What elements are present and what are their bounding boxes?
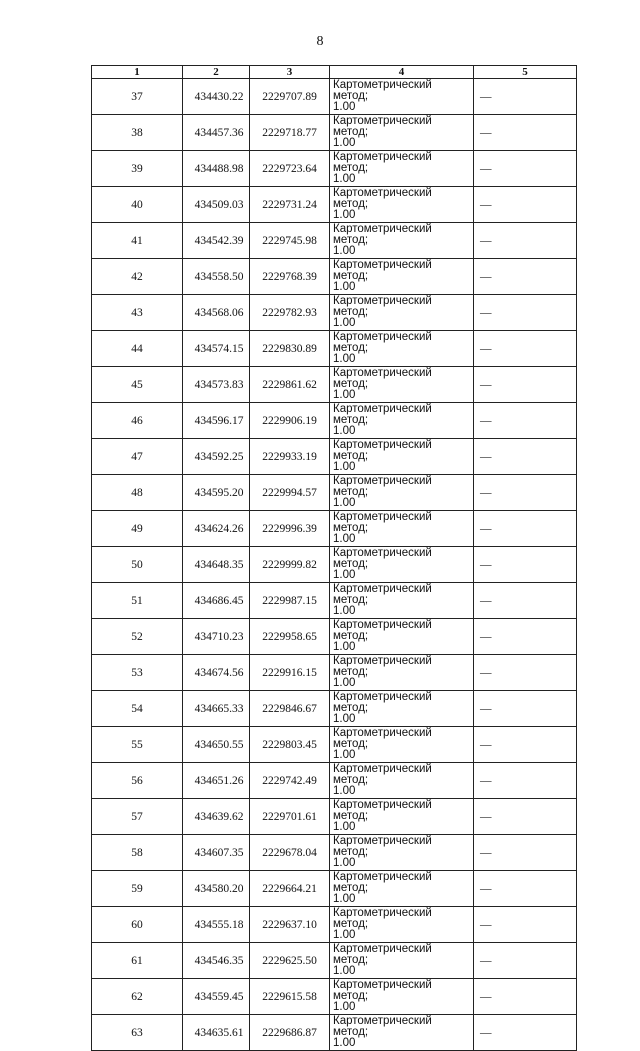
y-coordinate-cell: 2229999.82 [250,547,330,583]
x-coordinate-cell: 434624.26 [183,511,250,547]
x-coordinate-cell: 434568.06 [183,295,250,331]
table-row [92,259,577,295]
point-number-cell: 48 [92,475,183,511]
column-header-4: 4 [330,66,474,79]
point-number-cell: 49 [92,511,183,547]
x-coordinate-cell: 434596.17 [183,403,250,439]
table-row [92,295,577,331]
y-coordinate-cell: 2229846.67 [250,691,330,727]
method-cell: Картометрический метод; 1.00 [330,403,474,439]
column-header-2: 2 [183,66,250,79]
note-cell: — [474,115,577,151]
point-number-cell: 39 [92,151,183,187]
note-cell: — [474,979,577,1015]
x-coordinate-cell: 434488.98 [183,151,250,187]
page-number: 8 [316,34,324,49]
column-header-5: 5 [474,66,577,79]
table-row [92,331,577,367]
table-row [92,583,577,619]
x-coordinate-cell: 434509.03 [183,187,250,223]
note-cell: — [474,1015,577,1051]
column-header-1: 1 [92,66,183,79]
table-header-row [92,66,577,79]
method-cell: Картометрический метод; 1.00 [330,655,474,691]
y-coordinate-cell: 2229958.65 [250,619,330,655]
table-row [92,655,577,691]
x-coordinate-cell: 434555.18 [183,907,250,943]
point-number-cell: 55 [92,727,183,763]
y-coordinate-cell: 2229996.39 [250,511,330,547]
method-cell: Картометрический метод; 1.00 [330,943,474,979]
x-coordinate-cell: 434542.39 [183,223,250,259]
point-number-cell: 52 [92,619,183,655]
method-cell: Картометрический метод; 1.00 [330,511,474,547]
x-coordinate-cell: 434559.45 [183,979,250,1015]
note-cell: — [474,475,577,511]
table-row [92,979,577,1015]
point-number-cell: 51 [92,583,183,619]
point-number-cell: 59 [92,871,183,907]
x-coordinate-cell: 434558.50 [183,259,250,295]
method-cell: Картометрический метод; 1.00 [330,475,474,511]
table-row [92,115,577,151]
y-coordinate-cell: 2229707.89 [250,79,330,115]
note-cell: — [474,943,577,979]
method-cell: Картометрический метод; 1.00 [330,295,474,331]
note-cell: — [474,511,577,547]
point-number-cell: 44 [92,331,183,367]
column-header-3: 3 [250,66,330,79]
method-cell: Картометрический метод; 1.00 [330,1015,474,1051]
method-cell: Картометрический метод; 1.00 [330,223,474,259]
table-row [92,691,577,727]
x-coordinate-cell: 434580.20 [183,871,250,907]
x-coordinate-cell: 434573.83 [183,367,250,403]
table-row [92,439,577,475]
note-cell: — [474,727,577,763]
table-row [92,943,577,979]
point-number-cell: 60 [92,907,183,943]
method-cell: Картометрический метод; 1.00 [330,151,474,187]
point-number-cell: 41 [92,223,183,259]
table-row [92,763,577,799]
note-cell: — [474,691,577,727]
method-cell: Картометрический метод; 1.00 [330,727,474,763]
x-coordinate-cell: 434635.61 [183,1015,250,1051]
y-coordinate-cell: 2229615.58 [250,979,330,1015]
note-cell: — [474,439,577,475]
x-coordinate-cell: 434686.45 [183,583,250,619]
point-number-cell: 62 [92,979,183,1015]
note-cell: — [474,907,577,943]
table-row [92,187,577,223]
point-number-cell: 54 [92,691,183,727]
y-coordinate-cell: 2229745.98 [250,223,330,259]
point-number-cell: 37 [92,79,183,115]
method-cell: Картометрический метод; 1.00 [330,763,474,799]
table-row [92,403,577,439]
y-coordinate-cell: 2229768.39 [250,259,330,295]
note-cell: — [474,259,577,295]
method-cell: Картометрический метод; 1.00 [330,439,474,475]
table-row [92,907,577,943]
note-cell: — [474,835,577,871]
y-coordinate-cell: 2229987.15 [250,583,330,619]
x-coordinate-cell: 434648.35 [183,547,250,583]
x-coordinate-cell: 434595.20 [183,475,250,511]
table-row [92,1015,577,1051]
note-cell: — [474,223,577,259]
method-cell: Картометрический метод; 1.00 [330,907,474,943]
table-row [92,619,577,655]
method-cell: Картометрический метод; 1.00 [330,979,474,1015]
note-cell: — [474,799,577,835]
y-coordinate-cell: 2229664.21 [250,871,330,907]
table-row [92,871,577,907]
y-coordinate-cell: 2229994.57 [250,475,330,511]
x-coordinate-cell: 434665.33 [183,691,250,727]
point-number-cell: 38 [92,115,183,151]
table-row [92,511,577,547]
method-cell: Картометрический метод; 1.00 [330,871,474,907]
x-coordinate-cell: 434430.22 [183,79,250,115]
note-cell: — [474,583,577,619]
x-coordinate-cell: 434710.23 [183,619,250,655]
y-coordinate-cell: 2229678.04 [250,835,330,871]
method-cell: Картометрический метод; 1.00 [330,187,474,223]
y-coordinate-cell: 2229723.64 [250,151,330,187]
note-cell: — [474,619,577,655]
table-row [92,547,577,583]
method-cell: Картометрический метод; 1.00 [330,799,474,835]
y-coordinate-cell: 2229861.62 [250,367,330,403]
point-number-cell: 46 [92,403,183,439]
note-cell: — [474,331,577,367]
y-coordinate-cell: 2229686.87 [250,1015,330,1051]
note-cell: — [474,295,577,331]
x-coordinate-cell: 434574.15 [183,331,250,367]
point-number-cell: 47 [92,439,183,475]
x-coordinate-cell: 434639.62 [183,799,250,835]
y-coordinate-cell: 2229933.19 [250,439,330,475]
note-cell: — [474,367,577,403]
method-cell: Картометрический метод; 1.00 [330,619,474,655]
note-cell: — [474,187,577,223]
y-coordinate-cell: 2229916.15 [250,655,330,691]
y-coordinate-cell: 2229731.24 [250,187,330,223]
y-coordinate-cell: 2229637.10 [250,907,330,943]
y-coordinate-cell: 2229782.93 [250,295,330,331]
method-cell: Картометрический метод; 1.00 [330,547,474,583]
note-cell: — [474,655,577,691]
table-row [92,799,577,835]
y-coordinate-cell: 2229625.50 [250,943,330,979]
point-number-cell: 56 [92,763,183,799]
table-row [92,727,577,763]
point-number-cell: 57 [92,799,183,835]
y-coordinate-cell: 2229803.45 [250,727,330,763]
table-row [92,367,577,403]
point-number-cell: 42 [92,259,183,295]
table-row [92,79,577,115]
method-cell: Картометрический метод; 1.00 [330,259,474,295]
point-number-cell: 61 [92,943,183,979]
x-coordinate-cell: 434650.55 [183,727,250,763]
point-number-cell: 50 [92,547,183,583]
y-coordinate-cell: 2229906.19 [250,403,330,439]
table-row [92,151,577,187]
note-cell: — [474,79,577,115]
table-row [92,475,577,511]
method-cell: Картометрический метод; 1.00 [330,835,474,871]
y-coordinate-cell: 2229701.61 [250,799,330,835]
x-coordinate-cell: 434651.26 [183,763,250,799]
note-cell: — [474,763,577,799]
method-cell: Картометрический метод; 1.00 [330,367,474,403]
note-cell: — [474,871,577,907]
table-row [92,835,577,871]
method-cell: Картометрический метод; 1.00 [330,115,474,151]
note-cell: — [474,151,577,187]
point-number-cell: 63 [92,1015,183,1051]
coordinates-table [91,65,577,1051]
x-coordinate-cell: 434457.36 [183,115,250,151]
method-cell: Картометрический метод; 1.00 [330,583,474,619]
table-row [92,223,577,259]
point-number-cell: 43 [92,295,183,331]
method-cell: Картометрический метод; 1.00 [330,331,474,367]
method-cell: Картометрический метод; 1.00 [330,691,474,727]
y-coordinate-cell: 2229830.89 [250,331,330,367]
y-coordinate-cell: 2229718.77 [250,115,330,151]
x-coordinate-cell: 434607.35 [183,835,250,871]
point-number-cell: 58 [92,835,183,871]
x-coordinate-cell: 434546.35 [183,943,250,979]
note-cell: — [474,403,577,439]
y-coordinate-cell: 2229742.49 [250,763,330,799]
method-cell: Картометрический метод; 1.00 [330,79,474,115]
point-number-cell: 45 [92,367,183,403]
point-number-cell: 53 [92,655,183,691]
note-cell: — [474,547,577,583]
point-number-cell: 40 [92,187,183,223]
x-coordinate-cell: 434674.56 [183,655,250,691]
x-coordinate-cell: 434592.25 [183,439,250,475]
